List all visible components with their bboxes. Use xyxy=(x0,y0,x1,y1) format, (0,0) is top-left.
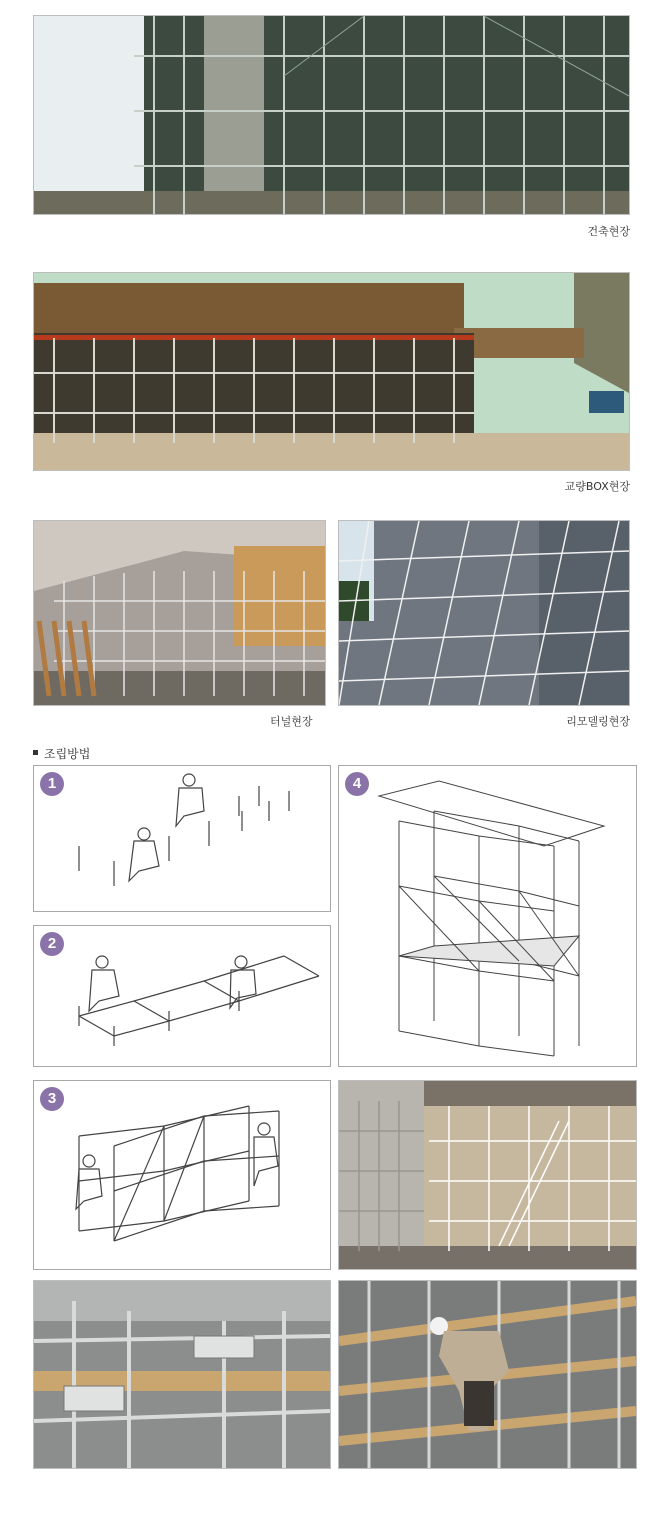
step-3-panel xyxy=(33,1080,331,1270)
step-3-illustration xyxy=(34,1081,330,1269)
worker-assembling-photo xyxy=(338,1280,637,1469)
step-1-panel xyxy=(33,765,331,912)
bridge-box-site-photo xyxy=(33,272,630,471)
base-jack-closeup-photo xyxy=(33,1280,331,1469)
building-site-caption: 건축현장 xyxy=(587,225,630,238)
step-4-panel xyxy=(338,765,637,1067)
tunnel-site-caption: 터널현장 xyxy=(270,715,313,728)
tunnel-site-photo xyxy=(33,520,326,706)
step-2-illustration xyxy=(34,926,330,1066)
bridge-box-site-caption: 교량BOX현장 xyxy=(564,480,630,493)
step-3-number-badge: 3 xyxy=(40,1087,64,1111)
step-1-number-badge: 1 xyxy=(40,772,64,796)
step-2-number-badge: 2 xyxy=(40,932,64,956)
assembly-method-title: 조립방법 xyxy=(44,747,91,761)
step-4-illustration xyxy=(339,766,636,1066)
step-4-number-badge: 4 xyxy=(345,772,369,796)
square-bullet-icon xyxy=(33,750,38,755)
tower-scaffold-photo xyxy=(338,1080,637,1270)
assembly-method-heading xyxy=(33,745,90,762)
step-2-panel xyxy=(33,925,331,1067)
remodeling-site-caption: 리모델링현장 xyxy=(566,715,630,728)
step-1-illustration xyxy=(34,766,330,911)
remodeling-site-photo xyxy=(338,520,630,706)
building-site-photo xyxy=(33,15,630,215)
